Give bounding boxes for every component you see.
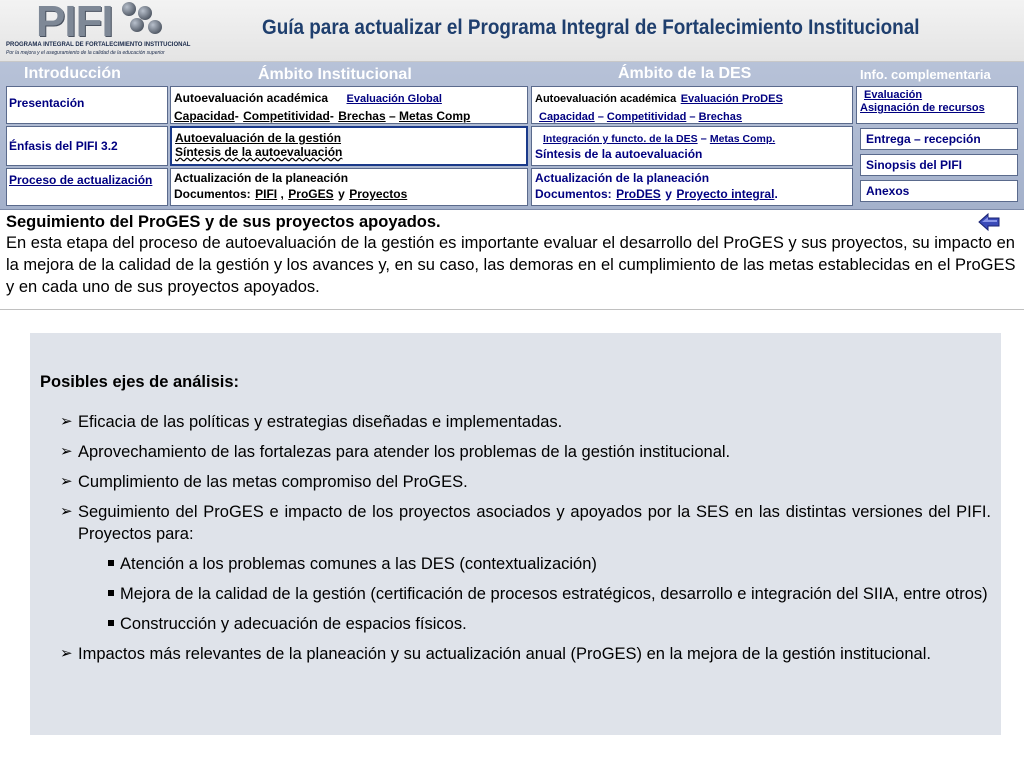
- analysis-item: [40, 441, 991, 463]
- analysis-item-text: Impactos más relevantes de la planeación y su actualización anual (ProGES) en la mejora de la gestión institucional.: [78, 645, 931, 663]
- nav-heading-introduccion[interactable]: Introducción: [24, 65, 121, 82]
- analysis-item-text: Cumplimiento de las metas compromiso del ProGES.: [78, 473, 468, 491]
- des-actualizacion-planeacion: Actualización de la planeación Documentos: ProDES y Proyecto integral.: [531, 168, 853, 206]
- link-autoevaluacion-gestion[interactable]: Autoevaluación de la gestión: [175, 131, 342, 145]
- link-prodes[interactable]: ProDES: [616, 187, 661, 201]
- analysis-item: [40, 643, 991, 665]
- analysis-box: [30, 333, 1001, 735]
- nav-item-label: Entrega – recepción: [866, 132, 981, 146]
- link-proges[interactable]: ProGES: [288, 187, 334, 201]
- description-section: [0, 210, 1024, 310]
- square-bullet-icon: [108, 590, 114, 596]
- nav-heading-ambito-des[interactable]: Ámbito de la DES: [618, 65, 752, 82]
- page-title: Guía para actualizar el Programa Integral de Fortalecimiento Institucional: [262, 16, 920, 39]
- logo-wordmark: PIFI: [36, 0, 113, 46]
- link-evaluacion[interactable]: Evaluación: [864, 89, 923, 101]
- analysis-subitem-text: Mejora de la calidad de la gestión (certificación de procesos estratégicos, desarrollo e integración del SIIA, entre otros): [120, 585, 988, 603]
- documentos-label: Documentos:: [535, 187, 612, 201]
- pifi-logo: [4, 0, 200, 60]
- documentos-label: Documentos:: [174, 187, 251, 201]
- link-des-sintesis[interactable]: Síntesis de la autoevaluación: [535, 147, 703, 161]
- arrow-bullet-icon: ➢: [60, 503, 73, 520]
- link-metas-comp[interactable]: Metas Comp: [398, 109, 471, 123]
- nav-item-label: Énfasis del PIFI 3.2: [9, 139, 118, 153]
- square-bullet-icon: [108, 560, 114, 566]
- nav-item-presentacion[interactable]: [6, 86, 168, 124]
- analysis-subitem: [40, 583, 991, 605]
- conjunction: y: [665, 187, 672, 201]
- nav-item-enfasis[interactable]: [6, 126, 168, 166]
- institucional-actualizacion-planeacion: Actualización de la planeación Documentos: PIFI , ProGES y Proyectos: [170, 168, 528, 206]
- link-des-metas-comp[interactable]: Metas Comp.: [709, 133, 776, 145]
- link-integracion-des[interactable]: Integración y functo. de la DES: [543, 133, 698, 145]
- back-arrow-icon[interactable]: [978, 212, 1000, 232]
- conjunction: y: [338, 187, 345, 201]
- arrow-bullet-icon: ➢: [60, 645, 73, 662]
- link-pifi[interactable]: PIFI: [255, 187, 278, 201]
- logo-tagline: Por la mejora y el aseguramiento de la calidad de la educación superior: [6, 50, 165, 56]
- institucional-actualizacion-label: Actualización de la planeación: [174, 171, 349, 185]
- link-des-capacidad[interactable]: Capacidad: [539, 111, 595, 123]
- link-evaluacion-prodes[interactable]: Evaluación ProDES: [680, 93, 783, 105]
- nav-item-proceso[interactable]: [6, 168, 168, 206]
- link-asignacion-recursos[interactable]: Asignación de recursos: [860, 102, 985, 114]
- arrow-bullet-icon: ➢: [60, 473, 73, 490]
- link-proyecto-integral[interactable]: Proyecto integral: [676, 187, 775, 201]
- square-bullet-icon: [108, 620, 114, 626]
- analysis-subitem-text: Atención a los problemas comunes a las DES (contextualización): [120, 555, 597, 573]
- logo-dots-icon: [122, 2, 166, 42]
- nav-heading-info-complementaria[interactable]: Info. complementaria: [860, 67, 991, 82]
- link-capacidad[interactable]: Capacidad: [174, 109, 235, 123]
- analysis-item: [40, 501, 991, 545]
- description-body: En esta etapa del proceso de autoevaluación de la gestión es importante evaluar el desarrollo del ProGES y sus proyectos, su impacto en la mejora de la calidad de la gestión y los avances y, en su caso, las demoras en el cumplimiento de las metas establecidas en el ProGES y en cada uno de sus proyectos apoyados.: [6, 234, 1016, 296]
- link-competitividad[interactable]: Competitividad: [243, 109, 330, 123]
- des-autoevaluacion-academica: Autoevaluación académica Evaluación ProDES Capacidad – Competitividad – Brechas: [531, 86, 853, 124]
- analysis-item-text: Aprovechamiento de las fortalezas para atender los problemas de la gestión institucional.: [78, 443, 731, 461]
- link-sintesis-autoevaluacion[interactable]: Síntesis de la autoevaluación: [175, 145, 343, 159]
- analysis-title: Posibles ejes de análisis:: [40, 373, 240, 391]
- info-evaluacion-asignacion: [856, 86, 1018, 124]
- analysis-subitem: [40, 613, 991, 635]
- nav-heading-ambito-institucional[interactable]: Ámbito Institucional: [258, 66, 412, 83]
- institucional-autoevaluacion-gestion[interactable]: [170, 126, 528, 166]
- info-sinopsis[interactable]: [860, 154, 1018, 176]
- analysis-subitem: [40, 553, 991, 575]
- link-proyectos[interactable]: Proyectos: [349, 187, 408, 201]
- nav-item-label: Presentación: [9, 96, 85, 110]
- info-entrega-recepcion[interactable]: [860, 128, 1018, 150]
- nav-item-label: Sinopsis del PIFI: [866, 158, 963, 172]
- des-autoevaluacion-label: Autoevaluación académica: [535, 93, 677, 105]
- link-des-competitividad[interactable]: Competitividad: [606, 111, 687, 123]
- description-title: Seguimiento del ProGES y de sus proyectos apoyados.: [6, 213, 441, 231]
- link-evaluacion-global[interactable]: Evaluación Global: [346, 93, 442, 105]
- analysis-item-text: Eficacia de las políticas y estrategias diseñadas e implementadas.: [78, 413, 563, 431]
- des-integracion: Integración y functo. de la DES – Metas Comp. Síntesis de la autoevaluación: [531, 126, 853, 166]
- link-des-brechas[interactable]: Brechas: [698, 111, 742, 123]
- analysis-item: [40, 471, 991, 493]
- des-actualizacion-label: Actualización de la planeación: [535, 171, 710, 185]
- nav-item-label: Anexos: [866, 184, 910, 198]
- nav-item-label: Proceso de actualización: [9, 173, 153, 187]
- link-brechas[interactable]: Brechas: [338, 109, 386, 123]
- header: [0, 0, 1024, 62]
- arrow-bullet-icon: ➢: [60, 413, 73, 430]
- institucional-autoevaluacion-label: Autoevaluación académica: [174, 91, 329, 105]
- analysis-subitem-text: Construcción y adecuación de espacios físicos.: [120, 615, 467, 633]
- navigation-panel: [0, 62, 1024, 210]
- info-anexos[interactable]: [860, 180, 1018, 202]
- logo-subtitle: PROGRAMA INTEGRAL DE FORTALECIMIENTO INSTITUCIONAL: [6, 42, 191, 48]
- analysis-item-text: Seguimiento del ProGES e impacto de los proyectos asociados y apoyados por la SES en las distintas versiones del PIFI. Proyectos para:: [78, 503, 991, 543]
- institucional-autoevaluacion-academica: Autoevaluación académica Evaluación Global Capacidad- Competitividad- Brechas – Metas Comp: [170, 86, 528, 124]
- analysis-item: [40, 411, 991, 433]
- arrow-bullet-icon: ➢: [60, 443, 73, 460]
